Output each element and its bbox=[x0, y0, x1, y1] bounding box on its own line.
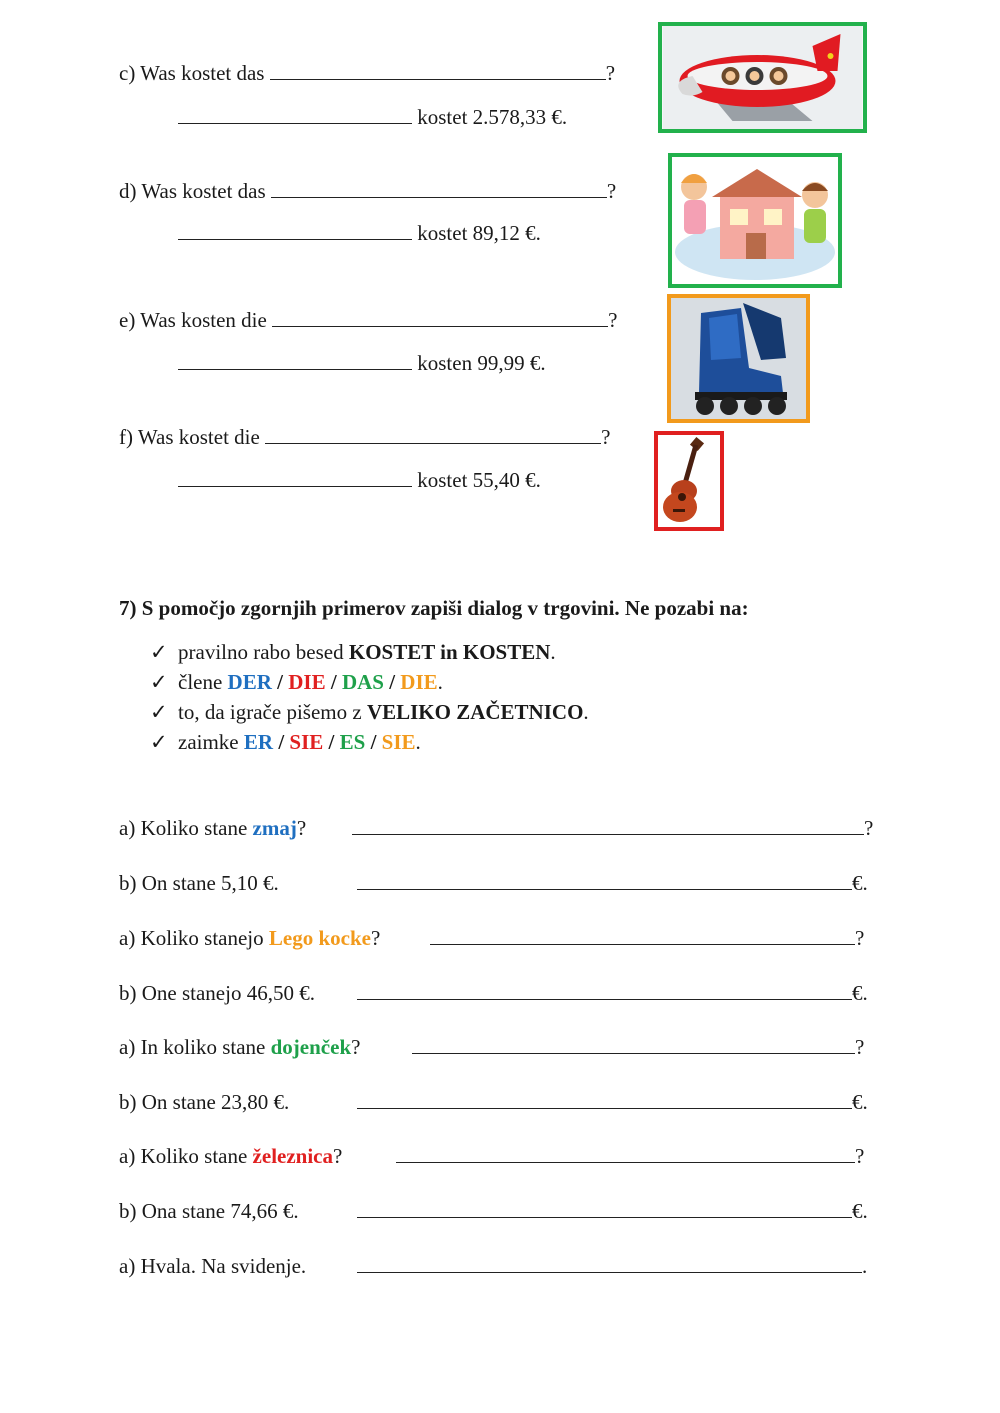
price-text: kostet 2.578,33 €. bbox=[417, 105, 568, 129]
dialog-answer-3: ? bbox=[430, 924, 864, 952]
dialog-line-1: a) Koliko stane zmaj? bbox=[119, 816, 307, 840]
checklist-item-3: ✓ to, da igrače pišemo z VELIKO ZAČETNICO. bbox=[150, 700, 589, 724]
answer-blank[interactable] bbox=[178, 219, 412, 240]
dialog-line-9: a) Hvala. Na svidenje. bbox=[119, 1254, 307, 1278]
checkmark-icon: ✓ bbox=[150, 700, 168, 724]
dialog-answer-2: €. bbox=[357, 869, 868, 897]
checklist-item-4: ✓ zaimke ER / SIE / ES / SIE. bbox=[150, 730, 421, 754]
answer-e bbox=[178, 349, 546, 377]
checkmark-icon: ✓ bbox=[150, 640, 168, 664]
dialog-line-4: b) One stanejo 46,50 €. bbox=[119, 981, 315, 1005]
answer-blank[interactable] bbox=[357, 1197, 852, 1218]
dialog-line-5: a) In koliko stane dojenček? bbox=[119, 1035, 361, 1059]
answer-blank[interactable] bbox=[357, 979, 852, 1000]
answer-c bbox=[178, 103, 567, 131]
question-label: f) Was kostet die bbox=[119, 425, 260, 449]
dialog-line-3: a) Koliko stanejo Lego kocke? bbox=[119, 926, 381, 950]
answer-blank[interactable] bbox=[178, 103, 412, 124]
answer-blank[interactable] bbox=[271, 177, 607, 198]
answer-blank[interactable] bbox=[357, 1252, 862, 1273]
question-label: c) Was kostet das bbox=[119, 61, 265, 85]
dialog-answer-1: ? bbox=[352, 814, 873, 842]
answer-blank[interactable] bbox=[270, 59, 606, 80]
answer-blank[interactable] bbox=[178, 349, 412, 370]
dialog-answer-9: . bbox=[357, 1252, 867, 1280]
dialog-line-2: b) On stane 5,10 €. bbox=[119, 871, 279, 895]
dialog-line-6: b) On stane 23,80 €. bbox=[119, 1090, 290, 1114]
checklist-item-1: ✓ pravilno rabo besed KOSTET in KOSTEN. bbox=[150, 640, 556, 664]
question-label: e) Was kosten die bbox=[119, 308, 267, 332]
dialog-line-8: b) Ona stane 74,66 €. bbox=[119, 1199, 299, 1223]
dialog-answer-8: €. bbox=[357, 1197, 868, 1225]
checklist-item-2: ✓ člene DER / DIE / DAS / DIE. bbox=[150, 670, 443, 694]
answer-blank[interactable] bbox=[352, 814, 864, 835]
question-f: f) Was kostet die ? bbox=[119, 425, 611, 449]
price-text: kosten 99,99 €. bbox=[417, 351, 546, 375]
question-label: d) Was kostet das bbox=[119, 179, 266, 203]
answer-blank[interactable] bbox=[265, 423, 601, 444]
question-c: c) Was kostet das ? bbox=[119, 61, 616, 85]
price-text: kostet 55,40 €. bbox=[417, 468, 541, 492]
answer-blank[interactable] bbox=[396, 1142, 855, 1163]
question-d: d) Was kostet das ? bbox=[119, 179, 617, 203]
answer-blank[interactable] bbox=[272, 306, 608, 327]
inline-skates-icon bbox=[667, 294, 810, 423]
dialog-answer-6: €. bbox=[357, 1088, 868, 1116]
exercise-7-title: 7) S pomočjo zgornjih primerov zapiši dialog v trgovini. Ne pozabi na: bbox=[119, 596, 749, 620]
price-text: kostet 89,12 €. bbox=[417, 221, 541, 245]
guitar-icon bbox=[654, 431, 724, 531]
dialog-answer-4: €. bbox=[357, 979, 868, 1007]
answer-d bbox=[178, 219, 541, 247]
question-e: e) Was kosten die ? bbox=[119, 308, 618, 332]
checkmark-icon: ✓ bbox=[150, 670, 168, 694]
dollhouse-icon bbox=[668, 153, 842, 288]
airplane-toy-icon bbox=[658, 22, 867, 133]
answer-blank[interactable] bbox=[178, 466, 412, 487]
answer-blank[interactable] bbox=[357, 869, 852, 890]
checkmark-icon: ✓ bbox=[150, 730, 168, 754]
answer-blank[interactable] bbox=[357, 1088, 852, 1109]
dialog-answer-7: ? bbox=[396, 1142, 864, 1170]
dialog-line-7: a) Koliko stane železnica? bbox=[119, 1144, 343, 1168]
answer-blank[interactable] bbox=[430, 924, 855, 945]
answer-blank[interactable] bbox=[412, 1033, 855, 1054]
dialog-answer-5: ? bbox=[412, 1033, 864, 1061]
answer-f bbox=[178, 466, 541, 494]
